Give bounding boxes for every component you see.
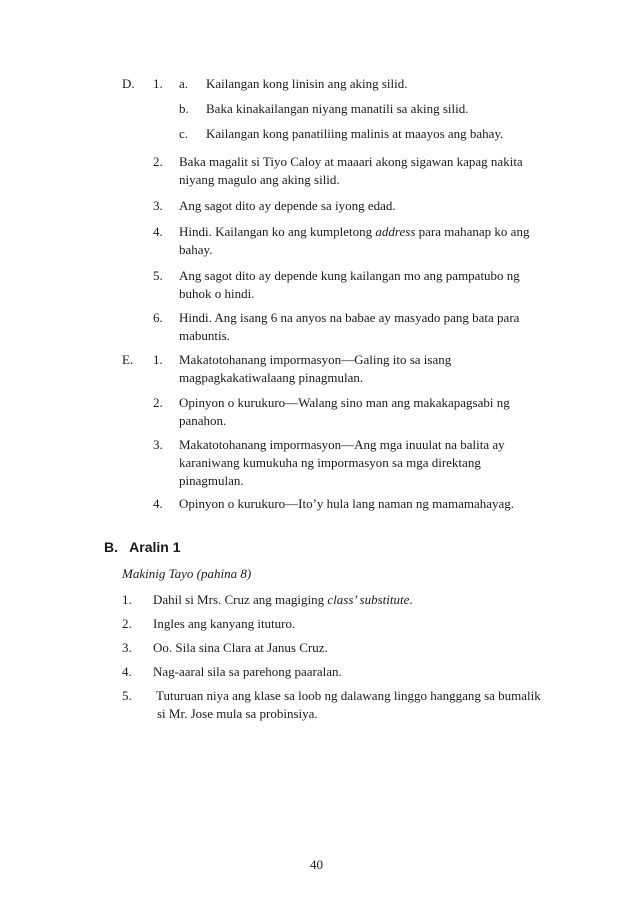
d-1-sub-a-letter: a. bbox=[179, 76, 189, 91]
b-item-3-number: 3. bbox=[122, 640, 132, 655]
d-item-4-line-2: bahay. bbox=[179, 242, 213, 257]
d-item-1-number: 1. bbox=[153, 76, 163, 91]
e-item-3-line-2: karaniwang kumukuha ng impormasyon sa mga direktang bbox=[179, 455, 481, 470]
b-item-4-number: 4. bbox=[122, 664, 132, 679]
e-item-2-line-1: Opinyon o kurukuro—Walang sino man ang makakapagsabi ng bbox=[179, 395, 510, 410]
d-1-sub-c-letter: c. bbox=[179, 126, 189, 141]
e-item-1-number: 1. bbox=[153, 352, 163, 367]
d-item-6-line-1: Hindi. Ang isang 6 na anyos na babae ay masyado pang bata para bbox=[179, 310, 520, 325]
e-item-3-number: 3. bbox=[153, 437, 163, 452]
d-item-4-number: 4. bbox=[153, 224, 163, 239]
section-e-label: E. bbox=[122, 352, 134, 367]
section-b-subheading: Makinig Tayo (pahina 8) bbox=[122, 566, 252, 581]
d-item-3-line-1: Ang sagot dito ay depende sa iyong edad. bbox=[179, 198, 396, 213]
section-b-heading: B. Aralin 1 bbox=[104, 539, 181, 555]
e-item-4-line-1: Opinyon o kurukuro—Ito’y hula lang naman ng mamamahayag. bbox=[179, 496, 515, 511]
b-item-2-number: 2. bbox=[122, 616, 132, 631]
b-item-2-text: Ingles ang kanyang ituturo. bbox=[153, 616, 296, 631]
b-item-1-text: Dahil si Mrs. Cruz ang magiging class’ substitute. bbox=[153, 592, 413, 607]
d-1-sub-a-text: Kailangan kong linisin ang aking silid. bbox=[206, 76, 408, 91]
e-item-3-line-1: Makatotohanang impormasyon—Ang mga inuulat na balita ay bbox=[179, 437, 505, 452]
d-1-sub-c-text: Kailangan kong panatiliing malinis at maayos ang bahay. bbox=[206, 126, 504, 141]
e-item-3-line-3: pinagmulan. bbox=[179, 473, 244, 488]
d-item-5-line-2: buhok o hindi. bbox=[179, 286, 255, 301]
d-item-3-number: 3. bbox=[153, 198, 163, 213]
b-item-5-number: 5. bbox=[122, 688, 132, 703]
d-item-2-line-2: niyang magulo ang aking silid. bbox=[179, 172, 340, 187]
e-item-1-line-2: magpagkakatiwalaang pinagmulan. bbox=[179, 370, 364, 385]
d-1-sub-b-text: Baka kinakailangan niyang manatili sa aking silid. bbox=[206, 101, 469, 116]
d-item-4-italic-word: address bbox=[375, 224, 416, 239]
d-item-6-number: 6. bbox=[153, 310, 163, 325]
b-item-4-text: Nag-aaral sila sa parehong paaralan. bbox=[153, 664, 342, 679]
section-d-label: D. bbox=[122, 76, 135, 91]
d-item-5-number: 5. bbox=[153, 268, 163, 283]
e-item-4-number: 4. bbox=[153, 496, 163, 511]
d-item-4-line-1: Hindi. Kailangan ko ang kumpletong address para mahanap ko ang bbox=[179, 224, 530, 239]
d-item-5-line-1: Ang sagot dito ay depende kung kailangan mo ang pampatubo ng bbox=[179, 268, 520, 283]
page-number: 40 bbox=[310, 857, 323, 872]
b-item-1-italic-phrase: class’ substitute bbox=[327, 592, 410, 607]
b-item-5-line-2: si Mr. Jose mula sa probinsiya. bbox=[157, 706, 318, 721]
d-item-6-line-2: mabuntis. bbox=[179, 328, 230, 343]
b-item-5-line-1: Tuturuan niya ang klase sa loob ng dalawang linggo hanggang sa bumalik bbox=[153, 688, 541, 703]
d-item-2-number: 2. bbox=[153, 154, 163, 169]
e-item-2-line-2: panahon. bbox=[179, 413, 227, 428]
e-item-1-line-1: Makatotohanang impormasyon—Galing ito sa isang bbox=[179, 352, 452, 367]
d-item-2-line-1: Baka magalit si Tiyo Caloy at maaari akong sigawan kapag nakita bbox=[179, 154, 523, 169]
d-1-sub-b-letter: b. bbox=[179, 101, 189, 116]
b-item-3-text: Oo. Sila sina Clara at Janus Cruz. bbox=[153, 640, 328, 655]
e-item-2-number: 2. bbox=[153, 395, 163, 410]
b-item-1-number: 1. bbox=[122, 592, 132, 607]
